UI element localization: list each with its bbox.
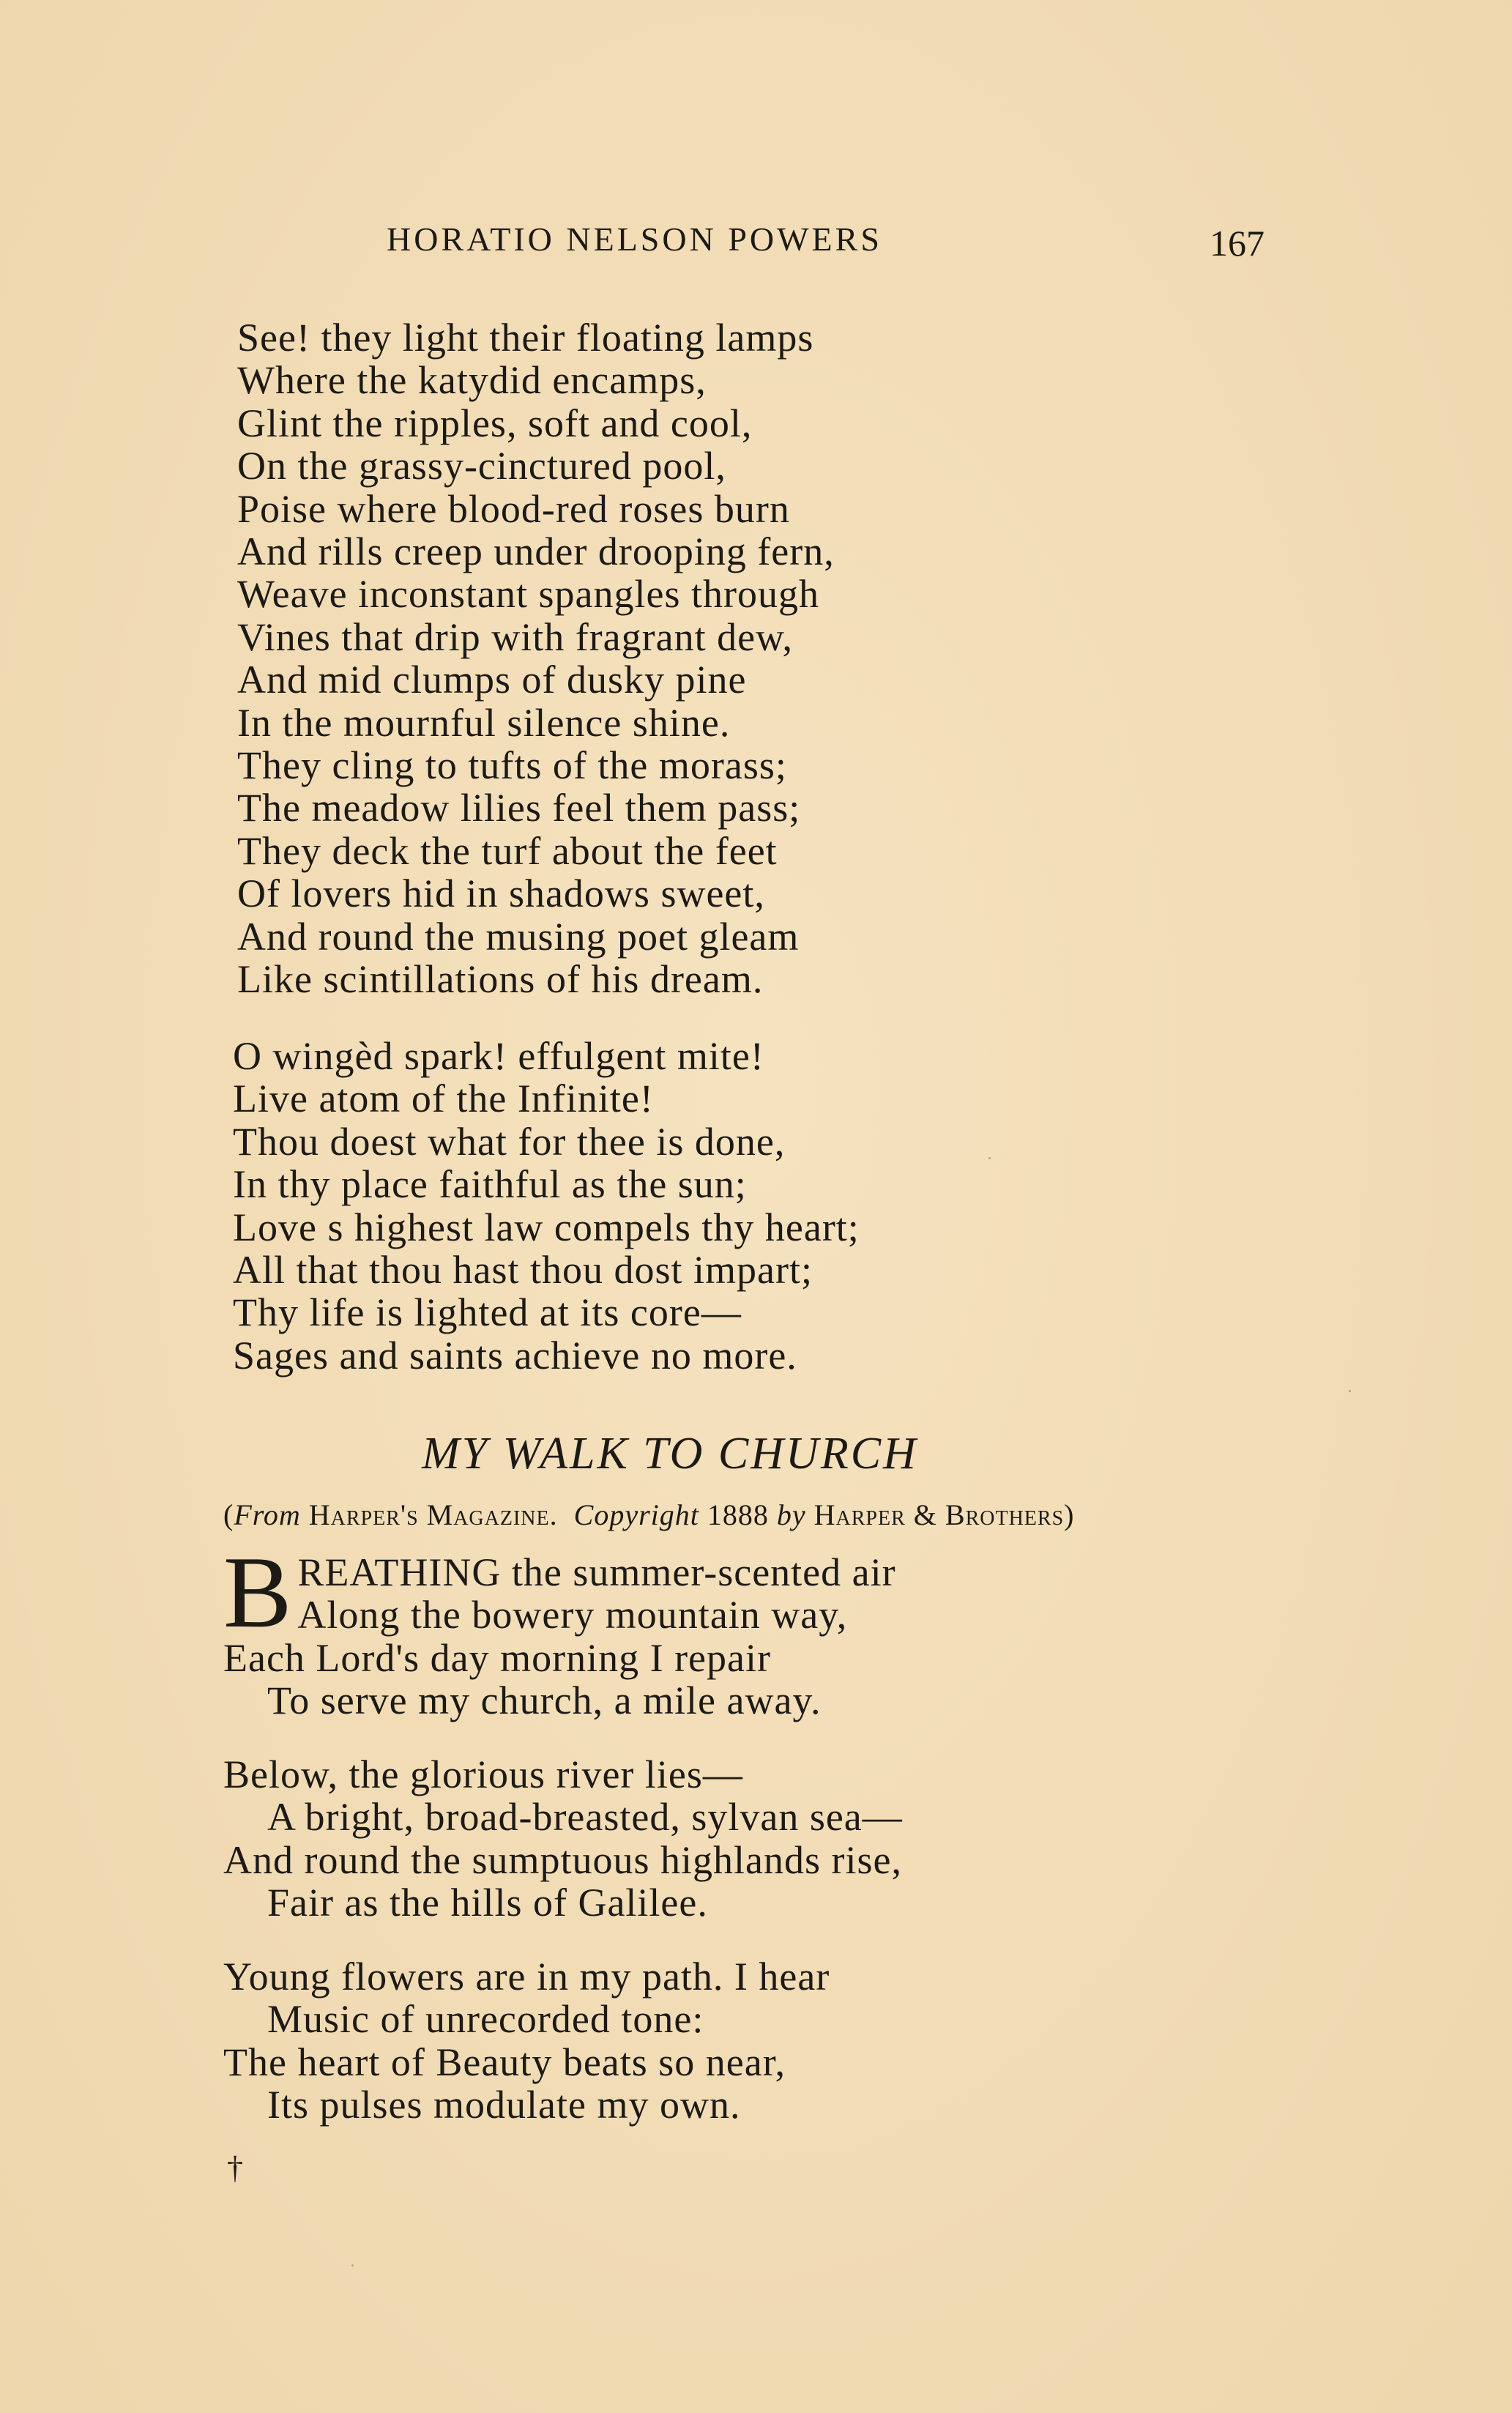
- poem-line: Thou doest what for thee is done,: [233, 1119, 786, 1164]
- poem-line: And mid clumps of dusky pine: [237, 658, 747, 702]
- poem-line: O wingèd spark! effulgent mite!: [233, 1034, 764, 1078]
- stanza-4: [223, 1753, 903, 1925]
- source-note: [223, 1498, 1074, 1532]
- source-year: 1888: [707, 1498, 769, 1531]
- source-from: From: [234, 1498, 301, 1531]
- page-number: 167: [1210, 223, 1265, 264]
- poem-line: Glint the ripples, soft and cool,: [237, 401, 753, 445]
- stanza-5: [223, 1955, 830, 2127]
- poem-line: They cling to tufts of the morass;: [237, 743, 787, 788]
- source-close: ): [1064, 1498, 1075, 1531]
- poem-line: Live atom of the Infinite!: [233, 1077, 654, 1121]
- source-copyright: Copyright: [573, 1498, 699, 1531]
- poem-line: Young flowers are in my path. I hear: [223, 1955, 830, 1999]
- source-by: by: [776, 1498, 806, 1531]
- source-magazine: Harper's Magazine.: [308, 1498, 558, 1531]
- poem-line: Thy life is lighted at its core—: [233, 1290, 742, 1335]
- poem-line: A bright, broad-breasted, sylvan sea—: [267, 1795, 903, 1840]
- poem-line: Sages and saints achieve no more.: [233, 1333, 797, 1377]
- poem-line: And rills creep under drooping fern,: [237, 529, 835, 574]
- poem-line: Weave inconstant spangles through: [237, 572, 819, 617]
- poem-line: Each Lord's day morning I repair: [223, 1635, 771, 1680]
- poem-line: Like scintillations of his dream.: [237, 957, 764, 1002]
- paper-speck: [1349, 1390, 1351, 1392]
- poem-line: Fair as the hills of Galilee.: [267, 1881, 708, 1925]
- poem-line: Of lovers hid in shadows sweet,: [237, 871, 765, 916]
- source-publisher: Harper & Brothers: [813, 1498, 1065, 1531]
- signature-mark: †: [227, 2150, 243, 2186]
- poem-line: They deck the turf about the feet: [237, 828, 778, 873]
- poem-line: In the mournful silence shine.: [237, 700, 731, 745]
- poem-line: The meadow lilies feel them pass;: [237, 786, 801, 830]
- stanza-1: [237, 316, 835, 1001]
- poem-title: MY WALK TO CHURCH: [422, 1429, 918, 1479]
- poem-line: In thy place faithful as the sun;: [233, 1162, 747, 1207]
- poem-line: Below, the glorious river lies—: [223, 1752, 743, 1796]
- poem-line: All that thou hast thou dost impart;: [233, 1248, 813, 1293]
- poem-line: Where the katydid encamps,: [237, 358, 707, 403]
- poem-line: REATHING the summer-scented air: [297, 1550, 896, 1594]
- poem-line: Vines that drip with fragrant dew,: [237, 614, 794, 659]
- paper-speck: [988, 1157, 991, 1159]
- poem-line: And round the sumptuous highlands rise,: [223, 1837, 902, 1882]
- poem-line: The heart of Beauty beats so near,: [223, 2040, 786, 2084]
- poem-line: And round the musing poet gleam: [237, 914, 800, 959]
- stanza-2: [233, 1035, 860, 1377]
- source-open: (: [223, 1498, 234, 1531]
- poem-line: Along the bowery mountain way,: [297, 1593, 848, 1637]
- running-head: HORATIO NELSON POWERS: [387, 220, 882, 258]
- poem-line: To serve my church, a mile away.: [267, 1678, 822, 1723]
- drop-cap: B: [223, 1536, 292, 1649]
- poem-line: Poise where blood-red roses burn: [237, 486, 790, 531]
- poem-line: See! they light their floating lamps: [237, 316, 814, 360]
- poem-line: Music of unrecorded tone:: [267, 1997, 704, 2042]
- stanza-3: [223, 1536, 896, 1723]
- poem-line: On the grassy-cinctured pool,: [237, 444, 726, 488]
- poem-line: Love s highest law compels thy heart;: [233, 1205, 860, 1249]
- poem-line: Its pulses modulate my own.: [267, 2083, 741, 2127]
- paper-speck: [351, 2264, 354, 2267]
